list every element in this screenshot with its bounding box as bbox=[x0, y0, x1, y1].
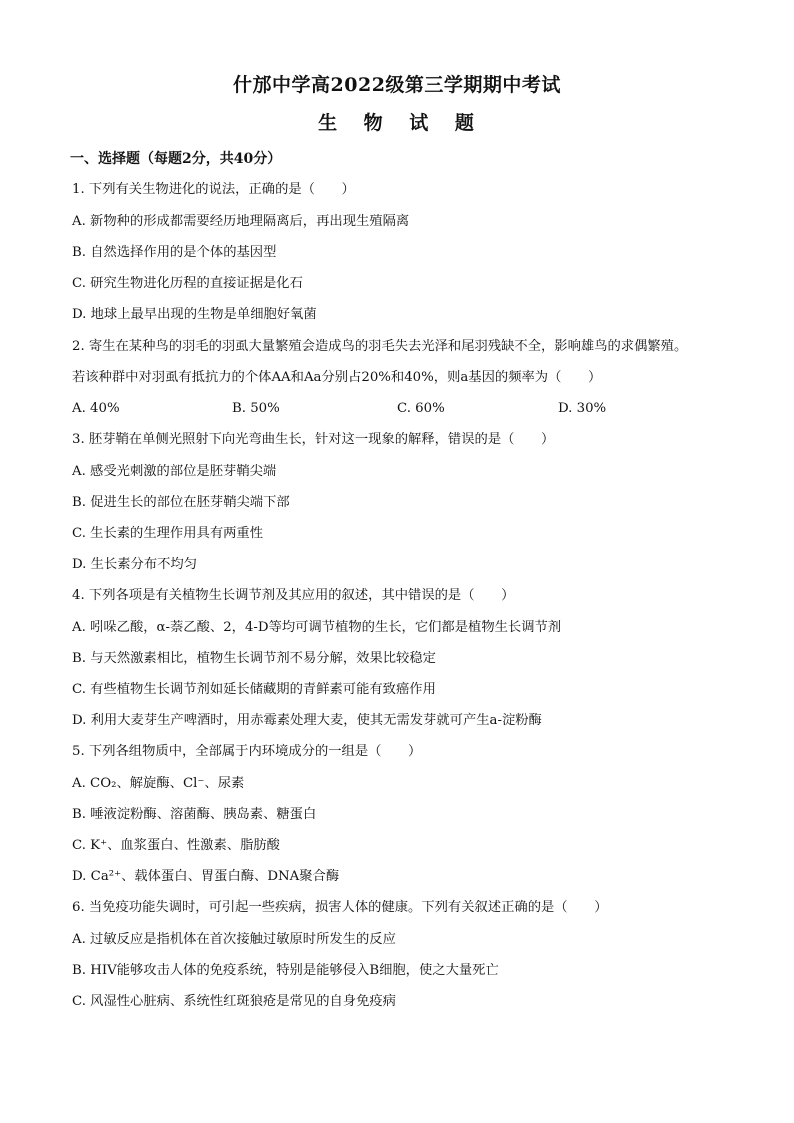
question-5-option-a: A. CO₂、解旋酶、Cl⁻、尿素 bbox=[72, 776, 245, 791]
question-3-option-a: A. 感受光刺激的部位是胚芽鞘尖端 bbox=[72, 464, 277, 479]
question-5-option-b: B. 唾液淀粉酶、溶菌酶、胰岛素、糖蛋白 bbox=[72, 807, 317, 822]
question-5-stem: 5. 下列各组物质中，全部属于内环境成分的一组是（ ） bbox=[72, 744, 422, 759]
question-1-option-a: A. 新物种的形成都需要经历地理隔离后，再出现生殖隔离 bbox=[72, 214, 410, 229]
question-5-option-d: D. Ca²⁺、载体蛋白、胃蛋白酶、DNA聚合酶 bbox=[72, 869, 340, 884]
question-5-option-c: C. K⁺、血浆蛋白、性激素、脂肪酸 bbox=[72, 838, 280, 853]
question-3-option-d: D. 生长素分布不均匀 bbox=[72, 557, 198, 572]
question-1-stem: 1. 下列有关生物进化的说法，正确的是（ ） bbox=[72, 182, 355, 197]
question-2-option-d: D. 30% bbox=[558, 401, 607, 416]
question-6-option-a: A. 过敏反应是指机体在首次接触过敏原时所发生的反应 bbox=[72, 932, 396, 947]
section-heading: 一、选择题（每题2分，共40分） bbox=[70, 151, 282, 167]
question-2-option-c: C. 60% bbox=[397, 401, 445, 416]
question-4-option-c: C. 有些植物生长调节剂如延长储藏期的青鲜素可能有致癌作用 bbox=[72, 682, 436, 697]
question-3-option-c: C. 生长素的生理作用具有两重性 bbox=[72, 526, 264, 541]
exam-title: 什邡中学高2022级第三学期期中考试 bbox=[233, 74, 561, 96]
question-1-option-c: C. 研究生物进化历程的直接证据是化石 bbox=[72, 276, 303, 291]
question-6-option-b: B. HIV能够攻击人体的免疫系统，特别是能够侵入B细胞，使之大量死亡 bbox=[72, 963, 499, 978]
exam-subject-title: 生 物 试 题 bbox=[318, 112, 484, 134]
question-3-stem: 3. 胚芽鞘在单侧光照射下向光弯曲生长，针对这一现象的解释，错误的是（ ） bbox=[72, 432, 555, 447]
question-1-option-b: B. 自然选择作用的是个体的基因型 bbox=[72, 245, 277, 260]
question-6-option-c: C. 风湿性心脏病、系统性红斑狼疮是常见的自身免疫病 bbox=[72, 994, 396, 1009]
question-2-option-b: B. 50% bbox=[232, 401, 280, 416]
question-4-option-a: A. 吲哚乙酸，α-萘乙酸、2，4-D等均可调节植物的生长，它们都是植物生长调节剂 bbox=[72, 620, 562, 635]
question-1-option-d: D. 地球上最早出现的生物是单细胞好氧菌 bbox=[72, 307, 317, 322]
question-3-option-b: B. 促进生长的部位在胚芽鞘尖端下部 bbox=[72, 495, 290, 510]
question-4-option-d: D. 利用大麦芽生产啤酒时，用赤霉素处理大麦，使其无需发芽就可产生a-淀粉酶 bbox=[72, 713, 542, 728]
question-4-stem: 4. 下列各项是有关植物生长调节剂及其应用的叙述，其中错误的是（ ） bbox=[72, 588, 515, 603]
question-4-option-b: B. 与天然激素相比，植物生长调节剂不易分解，效果比较稳定 bbox=[72, 651, 436, 666]
question-2-option-a: A. 40% bbox=[72, 401, 120, 416]
question-6-stem: 6. 当免疫功能失调时，可引起一些疾病，损害人体的健康。下列有关叙述正确的是（ ） bbox=[72, 900, 608, 915]
question-2-stem-continued: 若该种群中对羽虱有抵抗力的个体AA和Aa分别占20%和40%，则a基因的频率为（ ） bbox=[72, 370, 602, 385]
question-2-stem: 2. 寄生在某种鸟的羽毛的羽虱大量繁殖会造成鸟的羽毛失去光泽和尾羽残缺不全，影响雄鸟的求偶繁殖。 bbox=[72, 339, 688, 354]
